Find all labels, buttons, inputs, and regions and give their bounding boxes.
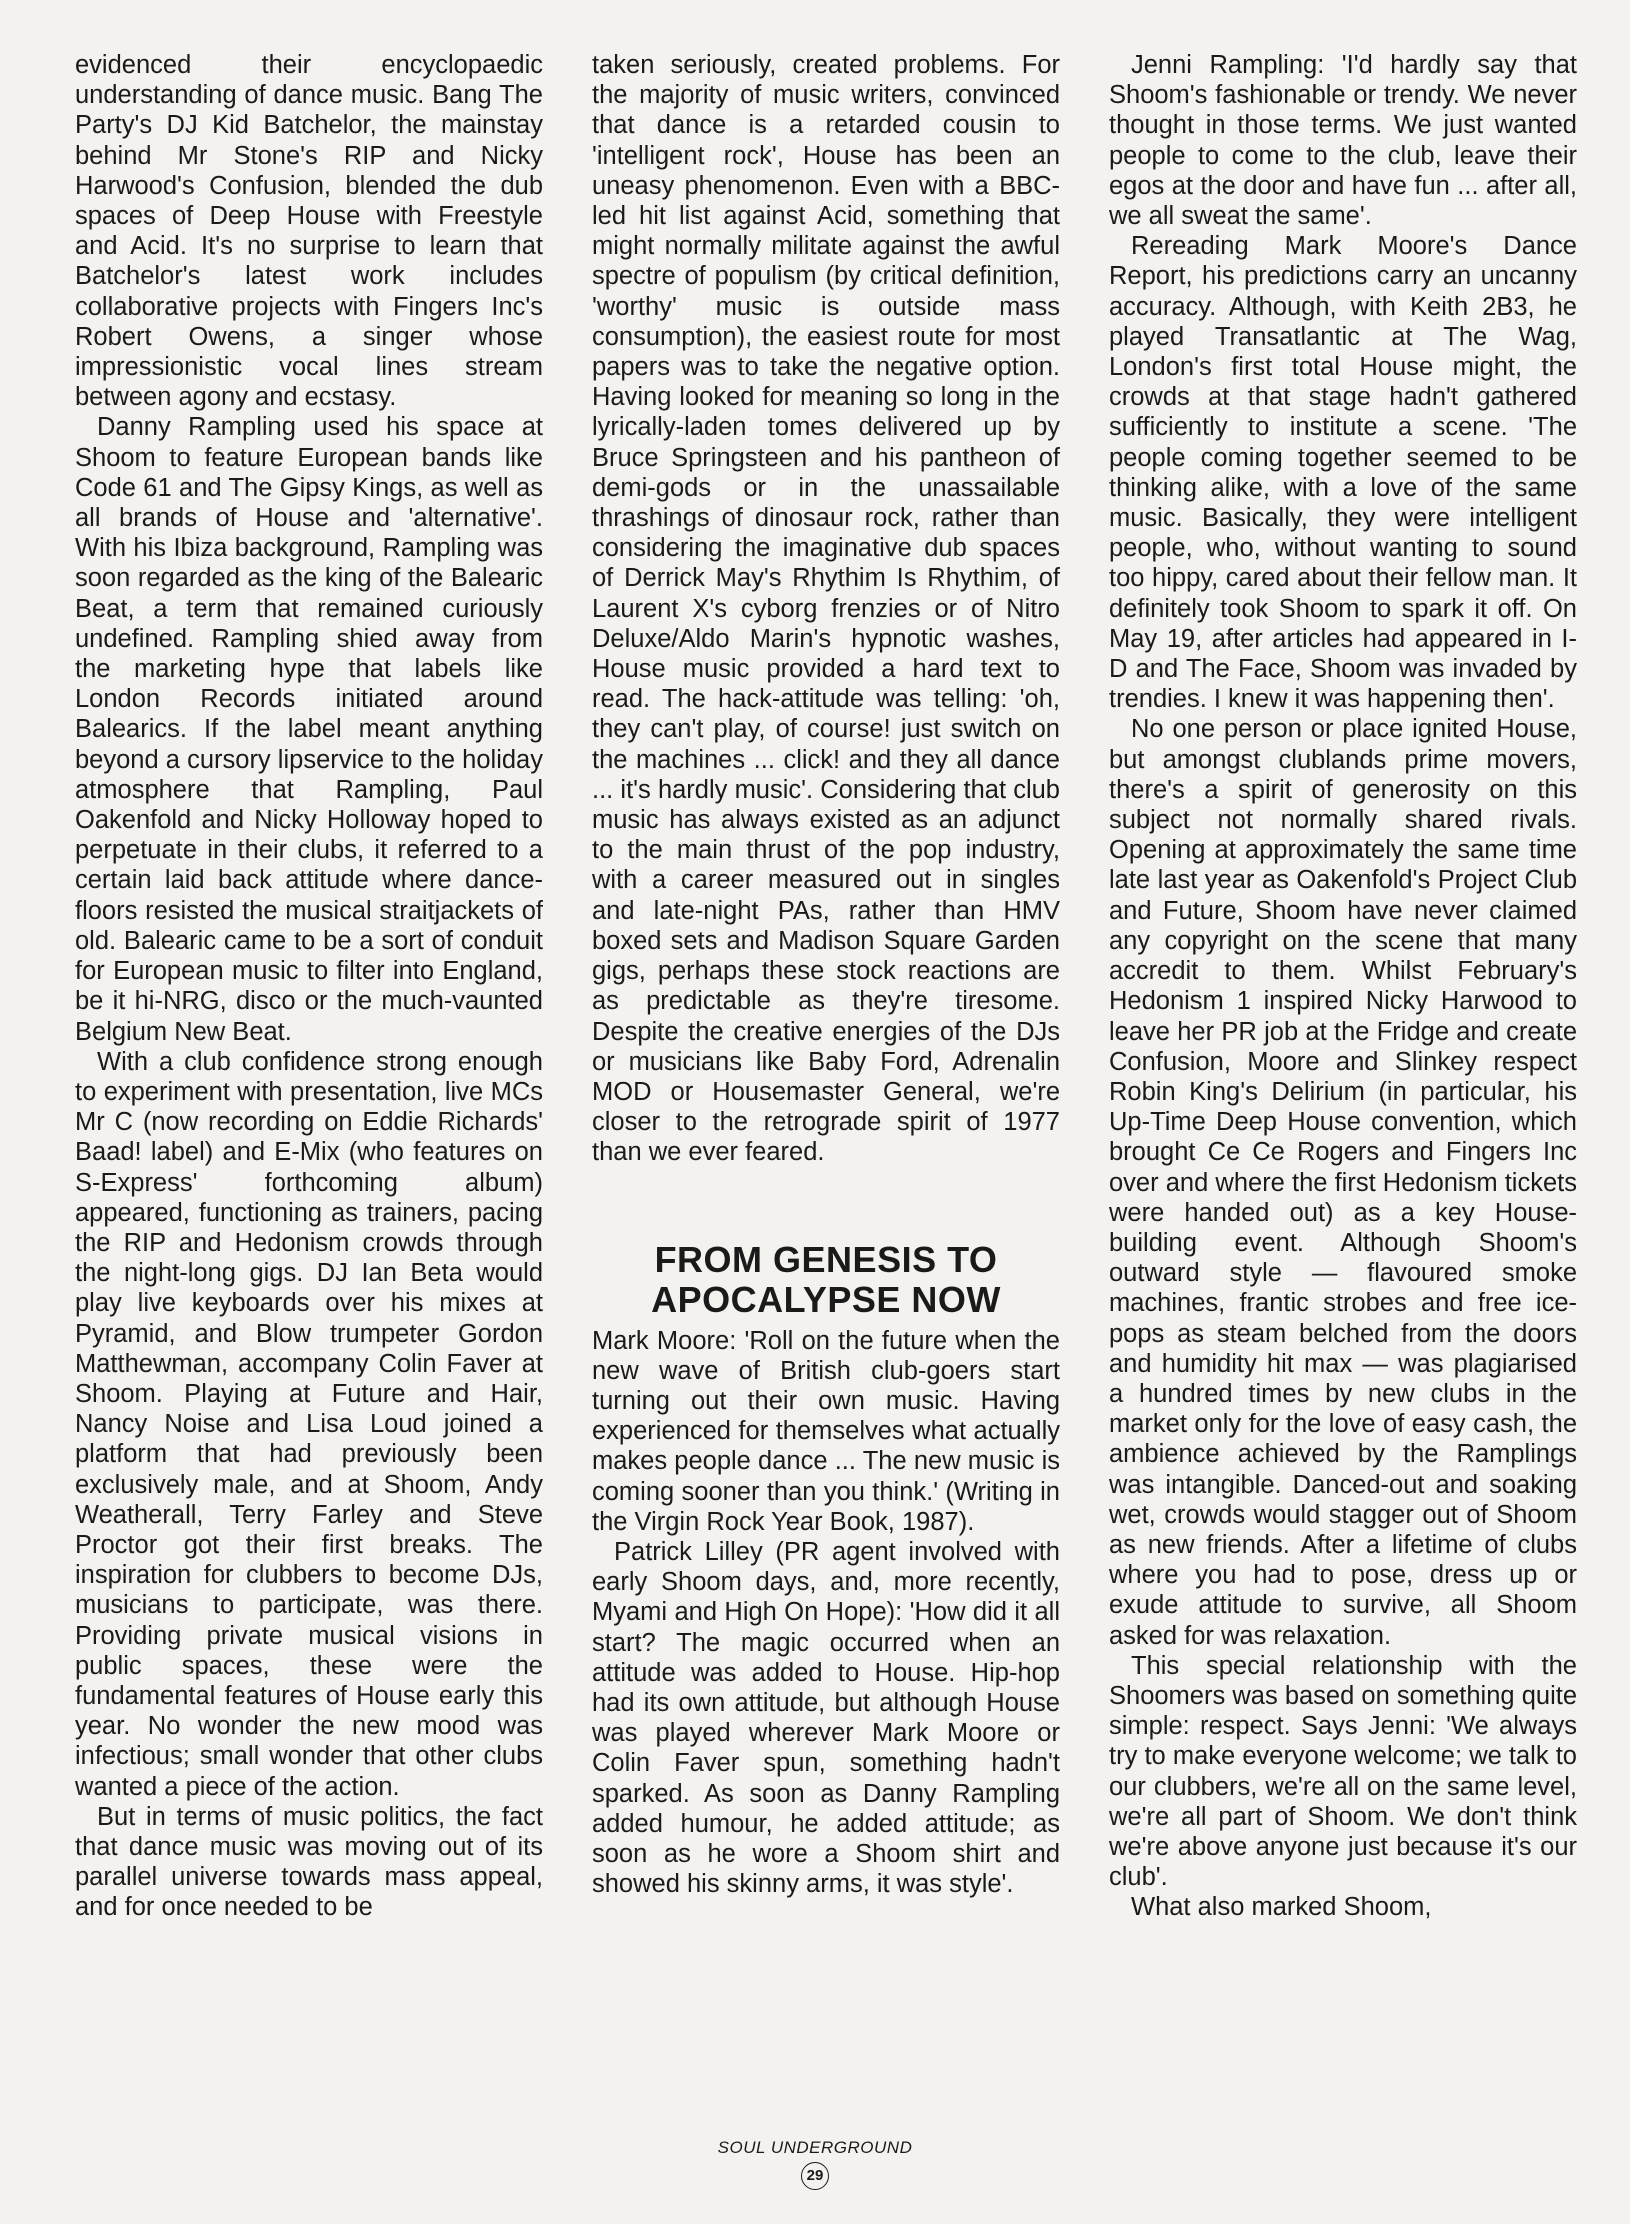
paragraph: Rereading Mark Moore's Dance Report, his predictions carry an uncanny accuracy. Although, with Keith 2B3, he played Transatlantic at The Wag, London's first total House might, the crowds at that stage hadn't gathered sufficiently to institute a scene. 'The people coming together seemed to be thinking alike, with a love of the same music. Basically, they were intelligent people, who, without wanting to sound too hippy, cared about their fellow man. It definitely took Shoom to spark it off. On May 19, after articles had appeared in I-D and The Face, Shoom was invaded by trendies. I knew it was happening then'. bbox=[1109, 232, 1577, 714]
page-number: 29 bbox=[801, 2162, 829, 2190]
paragraph: Danny Rampling used his space at Shoom to feature European bands like Code 61 and The Gipsy Kings, as well as all brands of House and 'alternative'. With his Ibiza background, Rampling was soon regarded as the king of the Balearic Beat, a term that remained curiously undefined. Rampling shied away from the marketing hype that labels like London Records initiated around Balearics. If the label meant anything beyond a cursory lipservice to the holiday atmosphere that Rampling, Paul Oakenfold and Nicky Holloway hoped to perpetuate in their clubs, it referred to a certain laid back attitude where dance-floors resisted the musical straitjackets of old. Balearic came to be a sort of conduit for European music to filter into England, be it hi-NRG, disco or the much-vaunted Belgium New Beat. bbox=[75, 413, 543, 1046]
text-column-1 bbox=[75, 50, 543, 1923]
paragraph: taken seriously, created problems. For the majority of music writers, convinced that dance is a retarded cousin to 'intelligent rock', House has been an uneasy phenomenon. Even with a BBC-led hit list against Acid, something that might normally militate against the awful spectre of populism (by critical definition, 'worthy' music is outside mass consumption), the easiest route for most papers was to take the negative option. Having looked for meaning so long in the lyrically-laden tomes delivered up by Bruce Springsteen and his pantheon of demi-gods or in the unassailable thrashings of dinosaur rock, rather than considering the imaginative dub spaces of Derrick May's Rhythim Is Rhythim, of Laurent X's cyborg frenzies or of Nitro Deluxe/Aldo Marin's hypnotic washes, House music provided a hard text to read. The hack-attitude was telling: 'oh, they can't play, of course! just switch on the machines ... click! and they all dance ... it's hardly music'. Considering that club music has always existed as an adjunct to the main thrust of the pop industry, with a career measured out in singles and late-night PAs, rather than HMV boxed sets and Madison Square Garden gigs, perhaps these stock reactions are as predictable as they're tiresome. Despite the creative energies of the DJs or musicians like Baby Ford, Adrenalin MOD or Housemaster General, we're closer to the retrograde spirit of 1977 than we ever feared. bbox=[592, 51, 1060, 1167]
text-column-2 bbox=[592, 50, 1060, 1899]
paragraph: But in terms of music politics, the fact that dance music was moving out of its parallel universe towards mass appeal, and for once needed to be bbox=[75, 1802, 543, 1922]
paragraph: With a club confidence strong enough to experiment with presentation, live MCs Mr C (now recording on Eddie Richards' Baad! label) and E-Mix (who features on S-Express' forthcoming album) appeared, functioning as trainers, pacing the RIP and Hedonism crowds through the night-long gigs. DJ Ian Beta would play live keyboards over his mixes at Pyramid, and Blow trumpeter Gordon Matthewman, accompany Colin Faver at Shoom. Playing at Future and Hair, Nancy Noise and Lisa Loud joined a platform that had previously been exclusively male, and at Shoom, Andy Weatherall, Terry Farley and Steve Proctor got their first breaks. The inspiration for clubbers to become DJs, musicians to participate, was there. Providing private musical visions in public spaces, these were the fundamental features of House early this year. No wonder the new mood was infectious; small wonder that other clubs wanted a piece of the action. bbox=[75, 1047, 543, 1801]
paragraph: Jenni Rampling: 'I'd hardly say that Shoom's fashionable or trendy. We never thought in those terms. We just wanted people to come to the club, leave their egos at the door and have fun ... after all, we all sweat the same'. bbox=[1109, 51, 1577, 231]
page-footer bbox=[0, 2138, 1630, 2190]
paragraph: This special relationship with the Shoomers was based on something quite simple: respect. Says Jenni: 'We always try to make everyone welcome; we talk to our clubbers, we're all on the same level, we're all part of Shoom. We don't think we're above anyone just because it's our club'. bbox=[1109, 1651, 1577, 1892]
paragraph: No one person or place ignited House, but amongst clublands prime movers, there's a spirit of generosity on this subject not normally shared rivals. Opening at approximately the same time late last year as Oakenfold's Project Club and Future, Shoom have never claimed any copyright on the scene that many accredit to them. Whilst February's Hedonism 1 inspired Nicky Harwood to leave her PR job at the Fridge and create Confusion, Moore and Slinkey respect Robin King's Delirium (in particular, his Up-Time Deep House convention, which brought Ce Ce Rogers and Fingers Inc over and where the first Hedonism tickets were handed out) as a key House-building event. Although Shoom's outward style — flavoured smoke machines, frantic strobes and free ice-pops as steam belched from the doors and humidity hit max — was plagiarised a hundred times by new clubs in the market only for the love of easy cash, the ambience achieved by the Ramplings was intangible. Danced-out and soaking wet, crowds would stagger out of Shoom as new friends. After a lifetime of clubs where you had to pose, dress up or exude attitude to survive, all Shoom asked for was relaxation. bbox=[1109, 715, 1577, 1650]
text-column-3 bbox=[1109, 50, 1577, 1923]
paragraph: What also marked Shoom, bbox=[1131, 1893, 1432, 1922]
paragraph: Mark Moore: 'Roll on the future when the new wave of British club-goers start turning out their own music. Having experienced for themselves what actually makes people dance ... The new music is coming sooner than you think.' (Writing in the Virgin Rock Year Book, 1987). bbox=[592, 1326, 1060, 1536]
paragraph: Patrick Lilley (PR agent involved with early Shoom days, and, more recently, Myami and High On Hope): 'How did it all start? The magic occurred when an attitude was added to House. Hip-hop had its own attitude, but although House was played wherever Mark Moore or Colin Faver spun, something hadn't sparked. As soon as Danny Rampling added humour, he added attitude; as soon as he wore a Shoom shirt and showed his skinny arms, it was style'. bbox=[592, 1537, 1060, 1899]
paragraph: evidenced their encyclopaedic understanding of dance music. Bang The Party's DJ Kid Batchelor, the mainstay behind Mr Stone's RIP and Nicky Harwood's Confusion, blended the dub spaces of Deep House with Freestyle and Acid. It's no surprise to learn that Batchelor's latest work includes collaborative projects with Fingers Inc's Robert Owens, a singer whose impressionistic vocal lines stream between agony and ecstasy. bbox=[75, 51, 543, 412]
section-heading: FROM GENESIS TO APOCALYPSE NOW bbox=[651, 1238, 1001, 1320]
magazine-title: SOUL UNDERGROUND bbox=[717, 2138, 913, 2157]
